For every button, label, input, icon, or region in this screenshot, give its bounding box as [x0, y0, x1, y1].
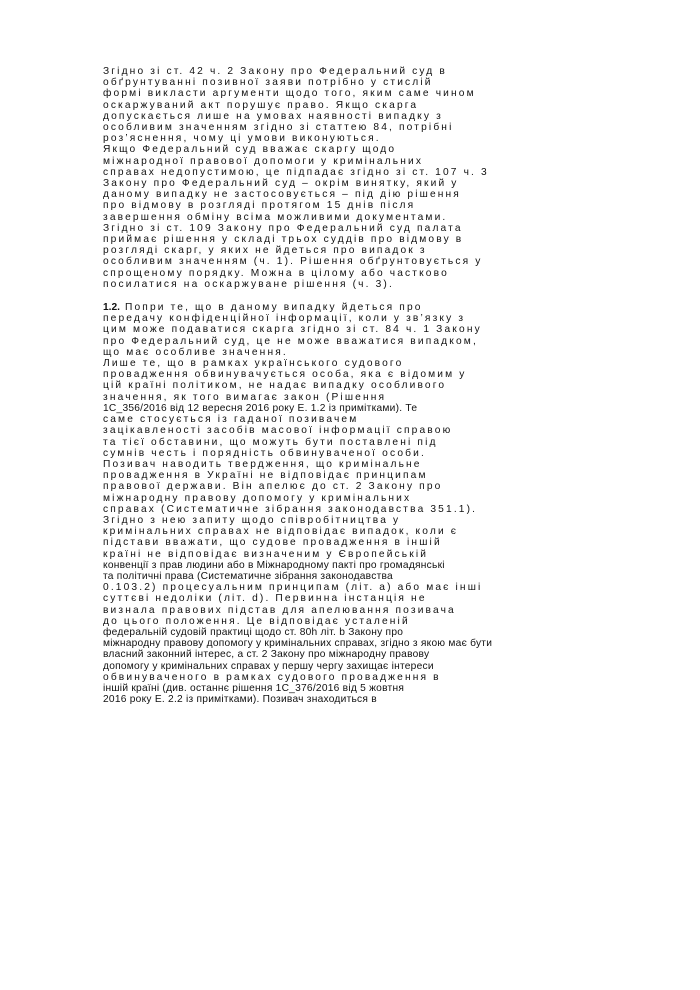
document-page: [103, 66, 653, 705]
text-line: спрощеному порядку. Можна в цілому або частково: [103, 267, 449, 279]
text-line: особливим значенням згідно зі статтею 84, потрібні: [103, 122, 454, 134]
text-line: розгляді скарг, у яких не йдеться про випадок з: [103, 245, 427, 257]
text-line: 2016 року Е. 2.2 із примітками). Позивач знаходиться в: [103, 694, 377, 706]
text-line: Згідно зі ст. 42 ч. 2 Закону про Федеральний суд в: [103, 66, 447, 77]
text-line: даному випадку не застосовується – під дію рішення: [103, 189, 461, 201]
text-line: кримінальних справах не відповідає випадок, коли є: [103, 526, 459, 538]
text-line: федеральній судовій практиці щодо ст. 80h літ. b Закону про: [103, 626, 404, 638]
text-line: особливим значенням (ч. 1). Рішення обґрунтовується у: [103, 256, 483, 268]
text-line: Згідно з нею запиту щодо співробітництва у: [103, 514, 401, 526]
section-intro: [103, 66, 653, 290]
text-line: справах (Систематичне зібрання законодавства 351.1).: [103, 503, 478, 515]
text-line: цим може подаватися скарга згідно зі ст. 84 ч. 1 Закону: [103, 324, 482, 336]
text-line: саме стосується із гаданої позивачем: [103, 414, 359, 426]
text-line: про відмову в розгляді протягом 15 днів після: [103, 200, 416, 212]
text-line: що має особливе значення.: [103, 346, 288, 358]
text-line: підстави вважати, що судове провадження в іншій: [103, 537, 442, 549]
text-line: конвенції з прав людини або в Міжнародному пакті про громадянські: [103, 559, 445, 571]
text-line: Позивач наводить твердження, що кримінальне: [103, 458, 422, 470]
text-line: до цього положення. Це відповідає усталеній: [103, 615, 410, 627]
text-line: провадження в Україні не відповідає принципам: [103, 470, 428, 482]
text-line: допомогу у кримінальних справах у першу чергу захищає інтереси: [103, 660, 434, 672]
text-line: приймає рішення у складі трьох суддів про відмову в: [103, 234, 464, 246]
text-line: визнала правових підстав для апелювання позивача: [103, 604, 456, 616]
text-line: іншій країні (див. останнє рішення 1C_376/2016 від 5 жовтня: [103, 682, 405, 694]
text-line: справах недопустимою, це підпадає згідно зі ст. 107 ч. 3: [103, 166, 489, 178]
text-line: Лише те, що в рамках українського судового: [103, 358, 404, 370]
text-line: та політичні права (Систематичне зібрання законодавства: [103, 570, 393, 582]
text-line: значення, як того вимагає закон (Рішення: [103, 391, 387, 403]
text-line: міжнародної правової допомоги у кримінальних: [103, 155, 424, 167]
text-line: обґрунтуванні позивної заяви потрібно у стислій: [103, 77, 433, 89]
text-line: завершення обміну всіма можливими документами.: [103, 211, 448, 223]
text-line: оскаржуваний акт порушує право. Якщо скарга: [103, 99, 419, 111]
text-line-content: Попри те, що в даному випадку йдеться про: [124, 302, 423, 314]
text-line: сумнів честь і порядність обвинуваченої особи.: [103, 447, 426, 459]
text-line: цій країні політиком, не надає випадку особливого: [103, 380, 447, 392]
text-line: міжнародну правову допомогу у кримінальних: [103, 492, 412, 504]
text-line: власний законний інтерес, а ст. 2 Закону про міжнародну правову: [103, 649, 430, 661]
text-line: зацікавленості засобів масової інформації справою: [103, 425, 453, 437]
text-line: 1C_356/2016 від 12 вересня 2016 року Е. 1.2 із примітками). Те: [103, 402, 418, 414]
text-line: формі викласти аргументи щодо того, яким саме чином: [103, 88, 476, 100]
text-line: Якщо Федеральний суд вважає скаргу щодо: [103, 144, 397, 156]
text-line: міжнародну правову допомогу у кримінальних справах, згідно з якою має бути: [103, 638, 493, 650]
section-number: 1.2.: [103, 302, 120, 314]
text-line: провадження обвинувачується особа, яка є відомим у: [103, 369, 467, 381]
text-line: та тієї обставини, що можуть бути поставлені під: [103, 436, 438, 448]
text-line: правової держави. Він апелює до ст. 2 Закону про: [103, 481, 443, 493]
text-line: допускається лише на умовах наявності випадку з: [103, 110, 443, 122]
text-line: про Федеральний суд, це не може вважатися випадком,: [103, 335, 478, 347]
text-line: Закону про Федеральний суд – окрім винятку, який у: [103, 178, 459, 190]
text-line: роз’яснення, чому ці умови виконуються.: [103, 133, 381, 145]
text-line: країні не відповідає визначеним у Європейській: [103, 548, 429, 560]
text-line: посилатися на оскаржуване рішення (ч. 3).: [103, 278, 394, 290]
text-line: передачу конфіденційної інформації, коли у зв’язку з: [103, 313, 466, 325]
text-line: суттєві недоліки (літ. d). Первинна інстанція не: [103, 593, 427, 605]
text-line: [103, 302, 653, 313]
section-1-2: [103, 302, 653, 705]
text-line: 0.103.2) процесуальним принципам (літ. а) або має інші: [103, 582, 483, 594]
text-line: обвинуваченого в рамках судового провадження в: [103, 671, 441, 683]
text-line: Згідно зі ст. 109 Закону про Федеральний суд палата: [103, 222, 463, 234]
